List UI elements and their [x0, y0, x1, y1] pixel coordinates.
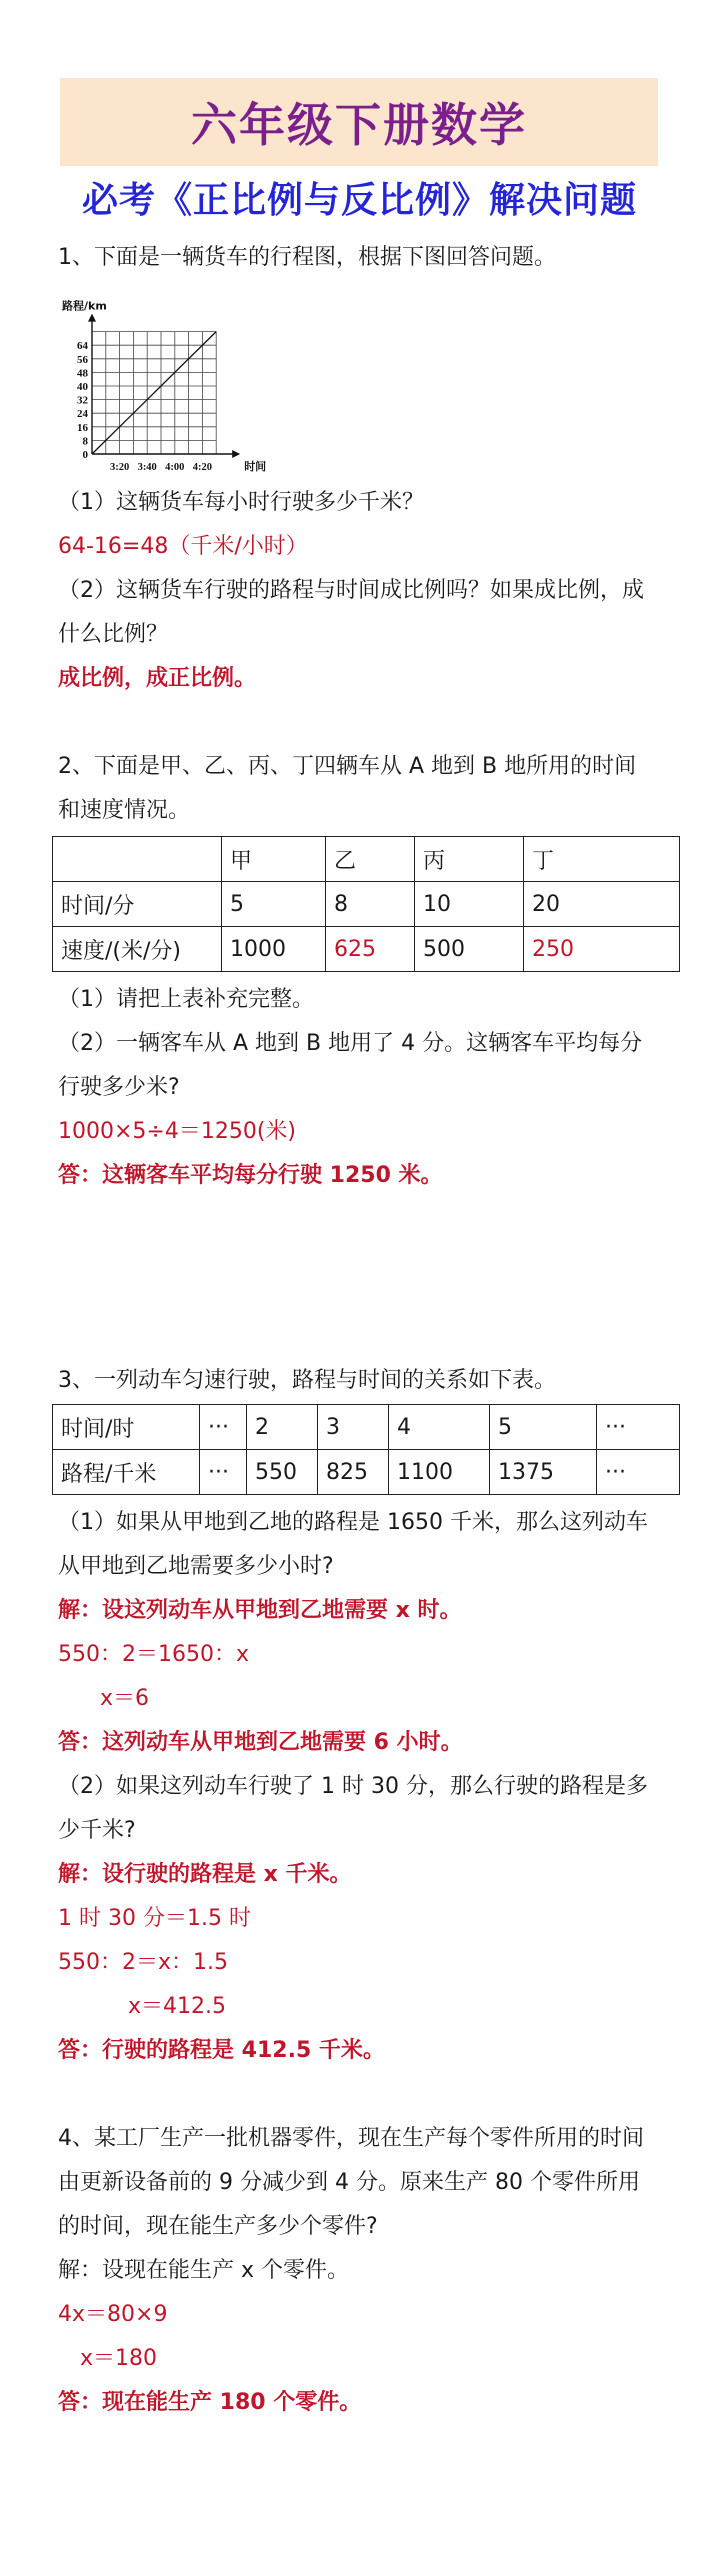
q2-question-line1: 2、下面是甲、乙、丙、丁四辆车从 A 地到 B 地所用的时间 [58, 754, 637, 779]
page-title: 六年级下册数学 [60, 78, 658, 166]
q3-cell: 825 [318, 1450, 389, 1495]
y-tick-label: 16 [77, 421, 88, 434]
q3-table-row [53, 1450, 680, 1495]
q4-solution-line1: 解：设现在能生产 x 个零件。 [58, 2258, 350, 2283]
q3-cell: 路程/千米 [53, 1450, 200, 1495]
q2-cell: 速度/(米/分) [53, 927, 222, 972]
q3-s1-line4: 答：这列动车从甲地到乙地需要 6 小时。 [58, 1730, 463, 1755]
y-tick-label: 8 [82, 435, 88, 448]
q2-table-row [53, 927, 680, 972]
q3-s2-line2: 1 时 30 分＝1.5 时 [58, 1906, 251, 1931]
q2-cell: 丙 [415, 837, 524, 882]
q4-solution-line2: 4x＝80×9 [58, 2302, 168, 2327]
q2-question-line2: 和速度情况。 [58, 798, 191, 823]
q2-sub2-line1: （2）一辆客车从 A 地到 B 地用了 4 分。这辆客车平均每分 [58, 1031, 643, 1056]
q2-cell: 8 [326, 882, 415, 927]
q3-cell: ··· [597, 1450, 680, 1495]
x-tick-label: 4:00 [165, 462, 185, 472]
q3-cell: 1375 [490, 1450, 597, 1495]
q2-cell: 时间/分 [53, 882, 222, 927]
y-axis-arrow [88, 314, 96, 322]
q1-question: 1、下面是一辆货车的行程图，根据下图回答问题。 [58, 245, 556, 270]
q3-cell: 5 [490, 1405, 597, 1450]
travel-chart [52, 272, 282, 472]
q2-sub2-line2: 行驶多少米? [58, 1075, 180, 1100]
q2-calc: 1000×5÷4＝1250(米) [58, 1119, 297, 1144]
q3-table [52, 1404, 680, 1495]
q1-sub2-line2: 什么比例？ [58, 622, 169, 647]
y-axis-label: 路程/km [62, 299, 107, 313]
q1-answer2: 成比例，成正比例。 [58, 666, 257, 691]
q1-answer1: 64-16=48（千米/小时） [58, 534, 308, 559]
q3-sub2-line2: 少千米? [58, 1818, 136, 1843]
q3-sub1-line2: 从甲地到乙地需要多少小时? [58, 1554, 334, 1579]
q4-solution-line4: 答：现在能生产 180 个零件。 [58, 2390, 362, 2415]
q3-sub2-line1: （2）如果这列动车行驶了 1 时 30 分，那么行驶的路程是多 [58, 1774, 648, 1799]
q2-table [52, 836, 680, 972]
x-axis-label: 时间 [244, 460, 267, 472]
q3-cell: 4 [389, 1405, 490, 1450]
x-tick-label: 3:20 [109, 462, 130, 472]
q3-s1-line2: 550：2＝1650：x [58, 1642, 249, 1667]
q2-cell: 1000 [222, 927, 326, 972]
q3-s2-line5: 答：行驶的路程是 412.5 千米。 [58, 2038, 385, 2063]
y-tick-label: 64 [77, 340, 88, 353]
y-tick-label: 24 [77, 408, 88, 421]
y-tick-label: 32 [77, 394, 88, 407]
x-tick-label: 4:20 [192, 462, 213, 472]
x-tick-label: 3:40 [137, 462, 157, 472]
q2-answer: 答：这辆客车平均每分行驶 1250 米。 [58, 1163, 443, 1188]
y-tick-label: 56 [77, 353, 88, 366]
q2-table-row [53, 882, 680, 927]
q2-cell: 500 [415, 927, 524, 972]
y-tick-label: 48 [77, 367, 88, 380]
data-line-truck [92, 332, 216, 454]
y-tick-label: 0 [82, 449, 88, 461]
q3-s1-line3: x＝6 [100, 1686, 150, 1711]
q2-cell-filled: 250 [524, 927, 680, 972]
q3-cell: 2 [247, 1405, 318, 1450]
q3-cell: ··· [200, 1405, 247, 1450]
q3-cell: 3 [318, 1405, 389, 1450]
q2-cell: 甲 [222, 837, 326, 882]
q2-table-header-row [53, 837, 680, 882]
q1-sub2-line1: （2）这辆货车行驶的路程与时间成比例吗？如果成比例，成 [58, 578, 644, 603]
q3-cell: 1100 [389, 1450, 490, 1495]
q4-line3: 的时间，现在能生产多少个零件? [58, 2214, 378, 2239]
q4-line2: 由更新设备前的 9 分减少到 4 分。原来生产 80 个零件所用 [58, 2170, 640, 2195]
q2-cell: 乙 [326, 837, 415, 882]
q2-cell-filled: 625 [326, 927, 415, 972]
q2-cell: 10 [415, 882, 524, 927]
page-subtitle: 必考《正比例与反比例》解决问题 [81, 180, 637, 221]
q2-cell: 20 [524, 882, 680, 927]
x-axis-arrow [232, 450, 240, 458]
q3-cell: ··· [597, 1405, 680, 1450]
q3-question: 3、一列动车匀速行驶，路程与时间的关系如下表。 [58, 1368, 556, 1393]
q3-sub1-line1: （1）如果从甲地到乙地的路程是 1650 千米，那么这列动车 [58, 1510, 648, 1535]
y-tick-label: 40 [77, 381, 88, 393]
q2-cell: 丁 [524, 837, 680, 882]
q2-cell [53, 837, 222, 882]
q3-s2-line1: 解：设行驶的路程是 x 千米。 [58, 1862, 352, 1887]
q3-cell: ··· [200, 1450, 247, 1495]
q3-s2-line3: 550：2＝x：1.5 [58, 1950, 228, 1975]
q2-sub1: （1）请把上表补充完整。 [58, 987, 314, 1012]
q4-solution-line3: x＝180 [80, 2346, 158, 2371]
q2-cell: 5 [222, 882, 326, 927]
q4-line1: 4、某工厂生产一批机器零件，现在生产每个零件所用的时间 [58, 2126, 644, 2151]
q3-table-row [53, 1405, 680, 1450]
q3-cell: 时间/时 [53, 1405, 200, 1450]
q3-s1-line1: 解：设这列动车从甲地到乙地需要 x 时。 [58, 1598, 462, 1623]
q1-sub1: （1）这辆货车每小时行驶多少千米？ [58, 490, 424, 515]
q3-s2-line4: x＝412.5 [128, 1994, 227, 2019]
q3-cell: 550 [247, 1450, 318, 1495]
